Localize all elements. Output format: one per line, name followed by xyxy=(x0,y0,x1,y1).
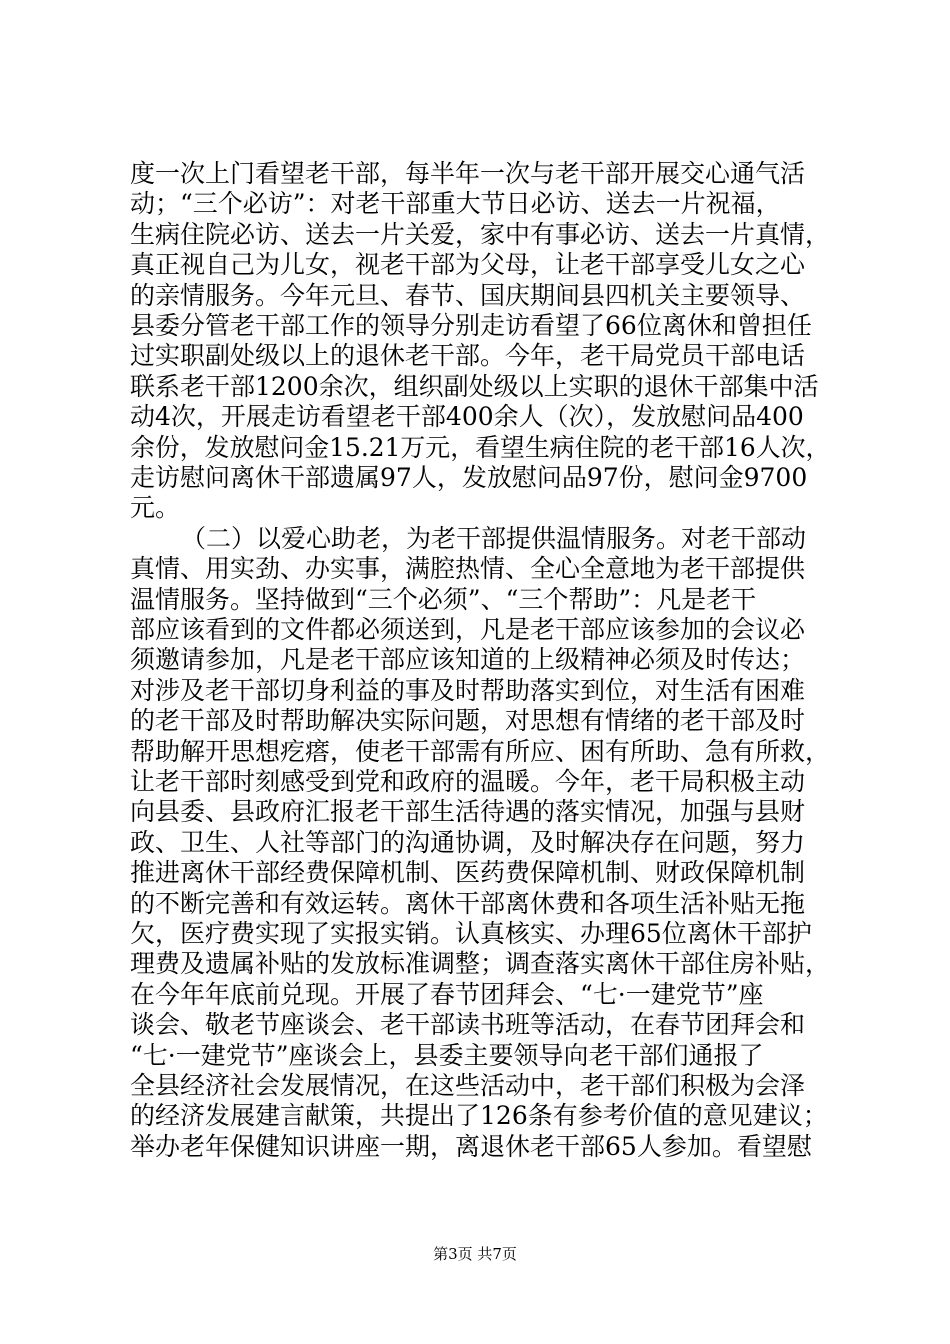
text-line: 帮助解开思想疙瘩，使老干部需有所应、困有所助、急有所救， xyxy=(130,737,831,766)
paragraph-first-line: （二）以爱心助老，为老干部提供温情服务。对老干部动 xyxy=(181,524,807,553)
text-line: 全县经济社会发展情况，在这些活动中，老干部们积极为会泽 xyxy=(130,1071,806,1100)
text-line: 联系老干部1200余次，组织副处级以上实职的退休干部集中活 xyxy=(130,372,819,401)
text-line: 须邀请参加，凡是老干部应该知道的上级精神必须及时传达； xyxy=(130,645,806,674)
text-line: 的经济发展建言献策，共提出了126条有参考价值的意见建议； xyxy=(130,1101,828,1130)
text-line: “七·一建党节”座谈会上，县委主要领导向老干部们通报了 xyxy=(130,1041,764,1070)
text-line: 推进离休干部经费保障机制、医药费保障机制、财政保障机制 xyxy=(130,858,806,887)
text-line: 政、卫生、人社等部门的沟通协调，及时解决存在问题，努力 xyxy=(130,828,806,857)
page-footer: 第3页 共7页 xyxy=(433,1245,517,1263)
text-line: 在今年年底前兑现。开展了春节团拜会、“七·一建党节”座 xyxy=(130,980,764,1009)
text-line: 谈会、敬老节座谈会、老干部读书班等活动，在春节团拜会和 xyxy=(130,1010,806,1039)
text-line: 的老干部及时帮助解决实际问题，对思想有情绪的老干部及时 xyxy=(130,706,806,735)
text-line: 动；“三个必访”：对老干部重大节日必访、送去一片祝福， xyxy=(130,189,781,218)
text-line: 过实职副处级以上的退休老干部。今年，老干局党员干部电话 xyxy=(130,341,806,370)
text-line: 举办老年保健知识讲座一期，离退休老干部65人参加。看望慰 xyxy=(130,1132,812,1161)
text-line: 动4次，开展走访看望老干部400余人（次），发放慰问品400 xyxy=(130,402,804,431)
text-line: 的不断完善和有效运转。离休干部离休费和各项生活补贴无拖 xyxy=(130,889,806,918)
text-line: 温情服务。坚持做到“三个必须”、“三个帮助”：凡是老干 xyxy=(130,585,757,614)
text-line: 的亲情服务。今年元旦、春节、国庆期间县四机关主要领导、 xyxy=(130,281,806,310)
text-line: 真正视自己为儿女，视老干部为父母，让老干部享受儿女之心 xyxy=(130,250,806,279)
text-line: 对涉及老干部切身利益的事及时帮助落实到位，对生活有困难 xyxy=(130,676,806,705)
text-line: 余份，发放慰问金15.21万元，看望生病住院的老干部16人次， xyxy=(130,433,831,462)
text-line: 真情、用实劲、办实事，满腔热情、全心全意地为老干部提供 xyxy=(130,554,806,583)
text-line: 向县委、县政府汇报老干部生活待遇的落实情况，加强与县财 xyxy=(130,797,806,826)
text-line: 让老干部时刻感受到党和政府的温暖。今年，老干局积极主动 xyxy=(130,767,806,796)
text-line: 理费及遗属补贴的发放标准调整；调查落实离休干部住房补贴， xyxy=(130,949,831,978)
text-line: 度一次上门看望老干部，每半年一次与老干部开展交心通气活 xyxy=(130,159,806,188)
text-line: 县委分管老干部工作的领导分别走访看望了66位离休和曾担任 xyxy=(130,311,812,340)
text-line: 欠，医疗费实现了实报实销。认真核实、办理65位离休干部护 xyxy=(130,919,812,948)
text-line: 走访慰问离休干部遗属97人，发放慰问品97份，慰问金9700 xyxy=(130,463,808,492)
text-line: 元。 xyxy=(130,493,181,522)
text-line: 生病住院必访、送去一片关爱，家中有事必访、送去一片真情， xyxy=(130,220,831,249)
text-line: 部应该看到的文件都必须送到，凡是老干部应该参加的会议必 xyxy=(130,615,806,644)
